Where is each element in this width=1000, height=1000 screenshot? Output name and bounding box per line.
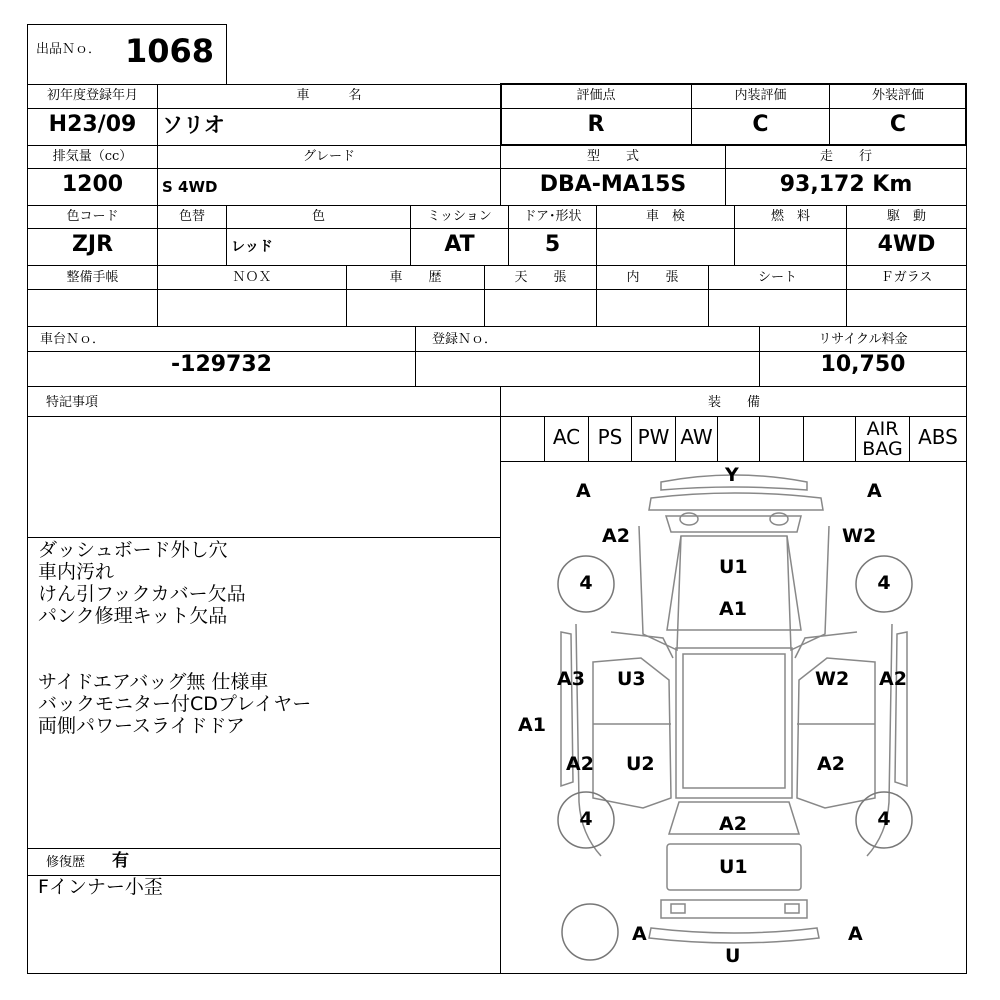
tire-rear-right-value: 4 <box>877 808 891 830</box>
inspection-label: 車 検 <box>645 209 685 224</box>
equipment-aw: AW <box>680 425 713 449</box>
damage-mark: U2 <box>626 753 655 775</box>
displacement-label: 排気量（cc） <box>52 149 133 164</box>
equipment-abs: ABS <box>918 425 958 449</box>
exterior-score-label: 外装評価 <box>871 88 924 103</box>
sunroof-label: 天 張 <box>514 270 567 285</box>
interior-score-value: C <box>752 112 769 137</box>
door-shape-value: 5 <box>544 232 561 257</box>
damage-mark: U <box>725 945 741 967</box>
equipment-blank <box>501 417 544 461</box>
mileage-label: 走 行 <box>819 149 872 164</box>
equipment-ac: AC <box>552 425 581 449</box>
grade-value: S 4WD <box>162 178 218 196</box>
damage-mark: A <box>632 923 647 945</box>
exterior-score-value: C <box>889 112 907 137</box>
repair-history-label: 修復歴 <box>46 855 86 870</box>
maintenance-label: 整備手帳 <box>66 270 119 285</box>
equipment-pw: PW <box>637 425 670 449</box>
damage-mark: W2 <box>815 668 850 690</box>
note-line <box>38 649 498 671</box>
repair-note: Fインナー小歪 <box>38 876 163 898</box>
grade-score-value: R <box>587 112 605 137</box>
nox-label: ＮＯＸ <box>232 270 272 285</box>
model-value: DBA-MA15S <box>539 172 687 197</box>
interior-score-label: 内装評価 <box>734 88 787 103</box>
fuel-label: 燃 料 <box>770 209 810 224</box>
note-line: ダッシュボード外し穴 <box>38 539 228 561</box>
chassis-no-label: 車台Ｎｏ． <box>40 332 106 347</box>
note-line: けん引フックカバー欠品 <box>38 583 246 605</box>
equipment-airbag: AIR BAG <box>862 418 903 460</box>
first-reg-value: H23/09 <box>48 112 137 137</box>
damage-mark: A <box>848 923 863 945</box>
color-code-value: ZJR <box>71 232 114 257</box>
tire-front-right-value: 4 <box>877 572 891 594</box>
interior-trim-label: 内 張 <box>626 270 679 285</box>
damage-mark: A2 <box>817 753 845 775</box>
equipment-ps: PS <box>597 425 623 449</box>
recycle-value: 10,750 <box>820 352 906 377</box>
seat-label: シート <box>757 270 797 285</box>
mission-value: AT <box>444 232 475 257</box>
color-code-label: 色コード <box>66 209 119 224</box>
displacement-value: 1200 <box>61 172 124 197</box>
notes-label: 特記事項 <box>46 395 99 410</box>
damage-mark: A <box>576 480 591 502</box>
recycle-label: リサイクル料金 <box>818 332 908 347</box>
note-line: 車内汚れ <box>38 561 115 583</box>
drive-label: 駆 動 <box>886 209 926 224</box>
tire-spare <box>562 904 618 960</box>
chassis-no-value: -129732 <box>171 352 272 377</box>
reg-no-label: 登録Ｎｏ． <box>432 332 498 347</box>
damage-mark: W2 <box>842 525 877 547</box>
mileage-value: 93,172 Km <box>779 172 913 197</box>
tire-front-left-value: 4 <box>579 572 593 594</box>
damage-mark: A3 <box>557 668 585 690</box>
car-name-value: ソリオ <box>162 113 225 137</box>
damage-mark: A2 <box>566 753 594 775</box>
repair-history-value: 有 <box>112 851 129 871</box>
first-reg-label: 初年度登録年月 <box>46 88 138 103</box>
damage-mark: A <box>867 480 882 502</box>
notes-list <box>38 539 498 737</box>
equipment-blank <box>804 417 855 461</box>
damage-mark: A2 <box>602 525 630 547</box>
equipment-blank <box>718 417 759 461</box>
note-line: バックモニター付CDプレイヤー <box>38 693 312 715</box>
grade-score-label: 評価点 <box>576 88 616 103</box>
model-label: 型 式 <box>586 149 639 164</box>
color-value: レッド <box>231 239 273 255</box>
history-label: 車 歴 <box>389 270 442 285</box>
grade-label: グレード <box>302 149 355 164</box>
lot-number: 1068 <box>125 32 215 70</box>
equipment-blank <box>760 417 803 461</box>
color-label: 色 <box>311 209 325 224</box>
note-line <box>38 627 498 649</box>
note-line: 両側パワースライドドア <box>38 715 245 737</box>
mission-label: ミッション <box>427 209 492 224</box>
damage-mark: U1 <box>719 556 748 578</box>
damage-mark: U3 <box>617 668 646 690</box>
drive-value: 4WD <box>877 232 936 257</box>
f-glass-label: Ｆガラス <box>880 270 933 285</box>
note-line: パンク修理キット欠品 <box>38 605 228 627</box>
lot-label: 出品Ｎｏ． <box>36 42 102 57</box>
damage-mark: A1 <box>518 714 546 736</box>
door-shape-label: ドア･形状 <box>523 209 582 224</box>
damage-mark: A2 <box>879 668 907 690</box>
tire-rear-left-value: 4 <box>579 808 593 830</box>
damage-mark: A2 <box>719 813 747 835</box>
car-name-label: 車 名 <box>296 88 362 103</box>
note-line: サイドエアバッグ無 仕様車 <box>38 671 269 693</box>
damage-mark: A1 <box>719 598 747 620</box>
damage-mark: Y <box>725 464 739 486</box>
car-diagram <box>501 462 967 974</box>
damage-mark: U1 <box>719 856 748 878</box>
color-change-label: 色替 <box>178 209 205 224</box>
equipment-label: 装 備 <box>707 395 760 410</box>
